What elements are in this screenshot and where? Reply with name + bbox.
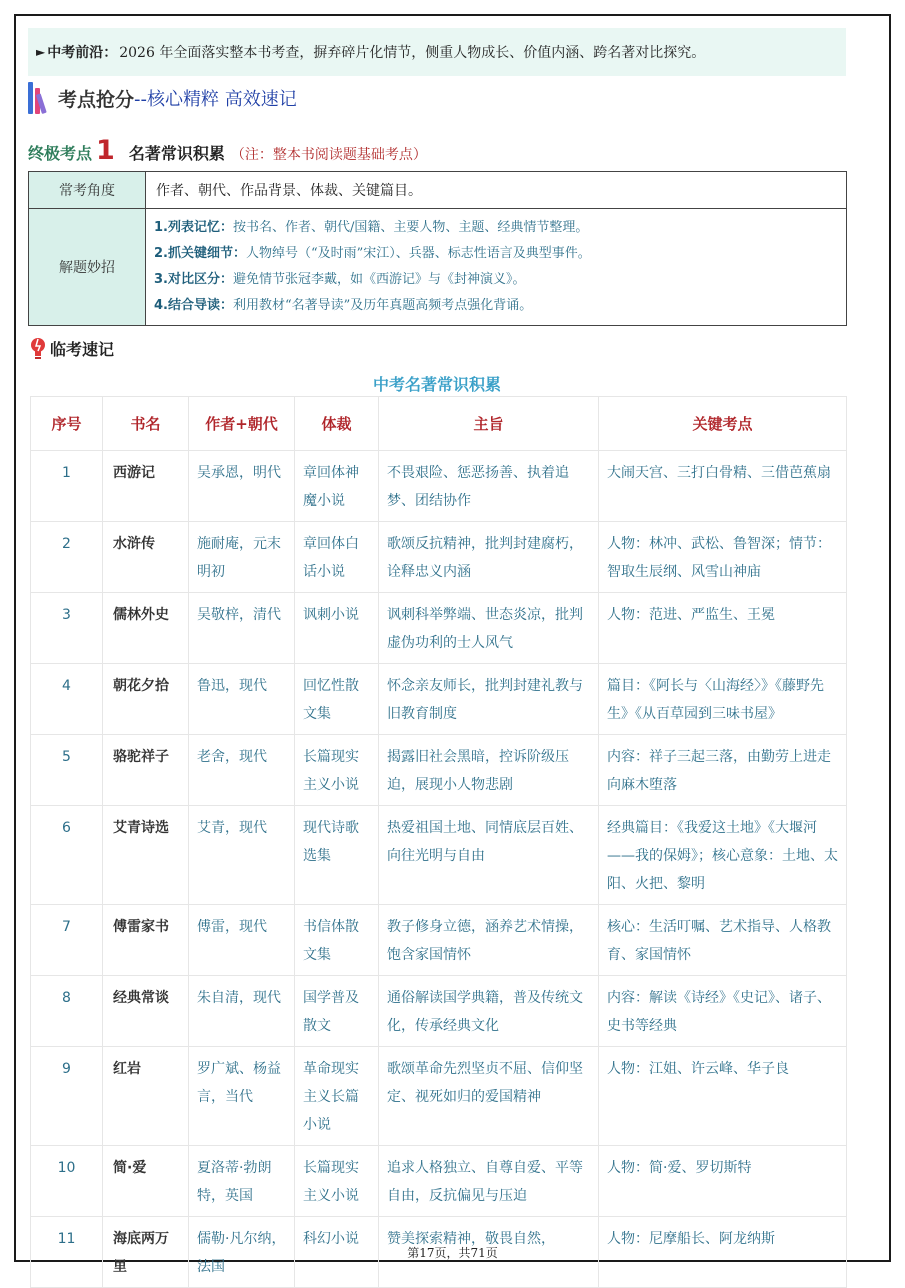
header-author: 作者+朝代 xyxy=(189,397,295,451)
cell-no: 5 xyxy=(31,735,103,806)
table-row xyxy=(31,806,847,905)
angle-text: 作者、朝代、作品背景、体裁、关键篇目。 xyxy=(146,172,847,209)
cell-genre: 国学普及散文 xyxy=(295,976,379,1047)
section-heading xyxy=(28,76,297,120)
method-item-text: 人物绰号（“及时雨”宋江）、兵器、标志性语言及典型事件。 xyxy=(245,246,591,261)
cell-no: 6 xyxy=(31,806,103,905)
cell-book: 简·爱 xyxy=(103,1146,189,1217)
cell-no: 4 xyxy=(31,664,103,735)
cell-no: 7 xyxy=(31,905,103,976)
cell-author: 施耐庵，元末明初 xyxy=(189,522,295,593)
cell-book: 海底两万里 xyxy=(103,1217,189,1288)
page-footer: 第17页，共71页 xyxy=(407,1246,498,1260)
cell-author: 傅雷，现代 xyxy=(189,905,295,976)
cell-theme: 教子修身立德，涵养艺术情操，饱含家国情怀 xyxy=(379,905,599,976)
table-caption: 中考名著常识积累 xyxy=(372,375,501,394)
table-row xyxy=(31,451,847,522)
cell-author: 吴敬梓，清代 xyxy=(189,593,295,664)
method-item-text: 按书名、作者、朝代/国籍、主要人物、主题、经典情节整理。 xyxy=(232,220,589,235)
table-row xyxy=(31,735,847,806)
method-item-head: 1.列表记忆： xyxy=(154,220,233,235)
cell-author: 儒勒·凡尔纳，法国 xyxy=(189,1217,295,1288)
tips-row-method xyxy=(29,209,847,326)
header-key: 关键考点 xyxy=(599,397,847,451)
cell-book: 经典常谈 xyxy=(103,976,189,1047)
cell-genre: 回忆性散文集 xyxy=(295,664,379,735)
cell-theme: 追求人格独立、自尊自爱、平等自由，反抗偏见与压迫 xyxy=(379,1146,599,1217)
cell-genre: 长篇现实主义小说 xyxy=(295,1146,379,1217)
cell-theme: 讽刺科举弊端、世态炎凉，批判虚伪功利的士人风气 xyxy=(379,593,599,664)
method-item-text: 避免情节张冠李戴，如《西游记》与《封神演义》。 xyxy=(232,272,526,287)
banner-label: 中考前沿： xyxy=(47,45,118,61)
triangle-bullet-icon: ► xyxy=(36,45,46,59)
table-header-row xyxy=(31,397,847,451)
cell-author: 夏洛蒂·勃朗特，英国 xyxy=(189,1146,295,1217)
cell-no: 2 xyxy=(31,522,103,593)
cell-key: 篇目：《阿长与〈山海经〉》《藤野先生》《从百草园到三味书屋》 xyxy=(599,664,847,735)
cell-author: 朱自清，现代 xyxy=(189,976,295,1047)
cell-key: 人物：林冲、武松、鲁智深；情节：智取生辰纲、风雪山神庙 xyxy=(599,522,847,593)
classics-table xyxy=(30,396,847,1288)
cell-genre: 科幻小说 xyxy=(295,1217,379,1288)
cell-key: 人物：尼摩船长、阿龙纳斯 xyxy=(599,1217,847,1288)
angle-header: 常考角度 xyxy=(29,172,146,209)
cell-no: 10 xyxy=(31,1146,103,1217)
point-heading xyxy=(28,135,427,169)
quick-memo-heading xyxy=(28,333,114,363)
exam-frontier-banner xyxy=(28,28,846,76)
table-row xyxy=(31,593,847,664)
cell-book: 朝花夕拾 xyxy=(103,664,189,735)
method-item xyxy=(154,293,846,319)
point-note: （注：整本书阅读题基础考点） xyxy=(230,147,427,163)
cell-book: 傅雷家书 xyxy=(103,905,189,976)
method-list xyxy=(146,209,847,326)
cell-theme: 歌颂反抗精神，批判封建腐朽，诠释忠义内涵 xyxy=(379,522,599,593)
cell-key: 人物：江姐、许云峰、华子良 xyxy=(599,1047,847,1146)
section-title: 考点抢分 xyxy=(58,88,135,111)
cell-theme: 通俗解读国学典籍，普及传统文化，传承经典文化 xyxy=(379,976,599,1047)
cell-author: 艾青，现代 xyxy=(189,806,295,905)
cell-genre: 长篇现实主义小说 xyxy=(295,735,379,806)
cell-key: 人物：简·爱、罗切斯特 xyxy=(599,1146,847,1217)
cell-key: 内容：祥子三起三落，由勤劳上进走向麻木堕落 xyxy=(599,735,847,806)
cell-no: 11 xyxy=(31,1217,103,1288)
header-theme: 主旨 xyxy=(379,397,599,451)
table-row xyxy=(31,522,847,593)
cell-genre: 革命现实主义长篇小说 xyxy=(295,1047,379,1146)
cell-genre: 书信体散文集 xyxy=(295,905,379,976)
lightbulb-icon xyxy=(28,336,48,360)
quick-memo-title: 临考速记 xyxy=(50,339,115,359)
point-title: 名著常识积累 xyxy=(128,144,225,163)
cell-book: 骆驼祥子 xyxy=(103,735,189,806)
cell-key: 人物：范进、严监生、王冕 xyxy=(599,593,847,664)
cell-author: 罗广斌、杨益言，当代 xyxy=(189,1047,295,1146)
table-row xyxy=(31,905,847,976)
cell-theme: 怀念亲友师长，批判封建礼教与旧教育制度 xyxy=(379,664,599,735)
banner-text: 2026 年全面落实整本书考查，摒弃碎片化情节，侧重人物成长、价值内涵、跨名著对比探究。 xyxy=(119,45,706,61)
table-row xyxy=(31,976,847,1047)
tips-table xyxy=(28,171,847,326)
cell-book: 水浒传 xyxy=(103,522,189,593)
cell-key: 经典篇目：《我爱这土地》《大堰河——我的保姆》；核心意象：土地、太阳、火把、黎明 xyxy=(599,806,847,905)
method-header: 解题妙招 xyxy=(29,209,146,326)
cell-genre: 讽刺小说 xyxy=(295,593,379,664)
cell-author: 吴承恩，明代 xyxy=(189,451,295,522)
cell-key: 核心：生活叮嘱、艺术指导、人格教育、家国情怀 xyxy=(599,905,847,976)
cell-book: 西游记 xyxy=(103,451,189,522)
method-item xyxy=(154,267,846,293)
cell-no: 1 xyxy=(31,451,103,522)
header-genre: 体裁 xyxy=(295,397,379,451)
method-item-head: 2.抓关键细节： xyxy=(154,246,246,261)
header-book: 书名 xyxy=(103,397,189,451)
cell-theme: 不畏艰险、惩恶扬善、执着追梦、团结协作 xyxy=(379,451,599,522)
cell-genre: 现代诗歌选集 xyxy=(295,806,379,905)
cell-theme: 热爱祖国土地、同情底层百姓、向往光明与自由 xyxy=(379,806,599,905)
cell-genre: 章回体神魔小说 xyxy=(295,451,379,522)
method-item-text: 利用教材“名著导读”及历年真题高频考点强化背诵。 xyxy=(232,298,533,313)
point-number: 1 xyxy=(96,135,115,166)
cell-theme: 歌颂革命先烈坚贞不屈、信仰坚定、视死如归的爱国精神 xyxy=(379,1047,599,1146)
cell-book: 儒林外史 xyxy=(103,593,189,664)
books-icon xyxy=(28,82,54,114)
cell-book: 红岩 xyxy=(103,1047,189,1146)
method-item xyxy=(154,215,846,241)
cell-key: 内容：解读《诗经》《史记》、诸子、史书等经典 xyxy=(599,976,847,1047)
point-label: 终极考点 xyxy=(28,144,93,163)
tips-row-angle xyxy=(29,172,847,209)
cell-no: 8 xyxy=(31,976,103,1047)
table-row xyxy=(31,1047,847,1146)
table-row xyxy=(31,664,847,735)
cell-no: 9 xyxy=(31,1047,103,1146)
cell-author: 鲁迅，现代 xyxy=(189,664,295,735)
cell-no: 3 xyxy=(31,593,103,664)
method-item-head: 4.结合导读： xyxy=(154,298,233,313)
cell-book: 艾青诗选 xyxy=(103,806,189,905)
method-item-head: 3.对比区分： xyxy=(154,272,233,287)
cell-theme: 赞美探索精神，敬畏自然， xyxy=(379,1217,599,1288)
cell-theme: 揭露旧社会黑暗，控诉阶级压迫，展现小人物悲剧 xyxy=(379,735,599,806)
method-item xyxy=(154,241,846,267)
section-subtitle: --核心精粹 高效速记 xyxy=(134,89,297,110)
header-no: 序号 xyxy=(31,397,103,451)
table-row xyxy=(31,1146,847,1217)
cell-key: 大闹天宫、三打白骨精、三借芭蕉扇 xyxy=(599,451,847,522)
cell-genre: 章回体白话小说 xyxy=(295,522,379,593)
cell-author: 老舍，现代 xyxy=(189,735,295,806)
